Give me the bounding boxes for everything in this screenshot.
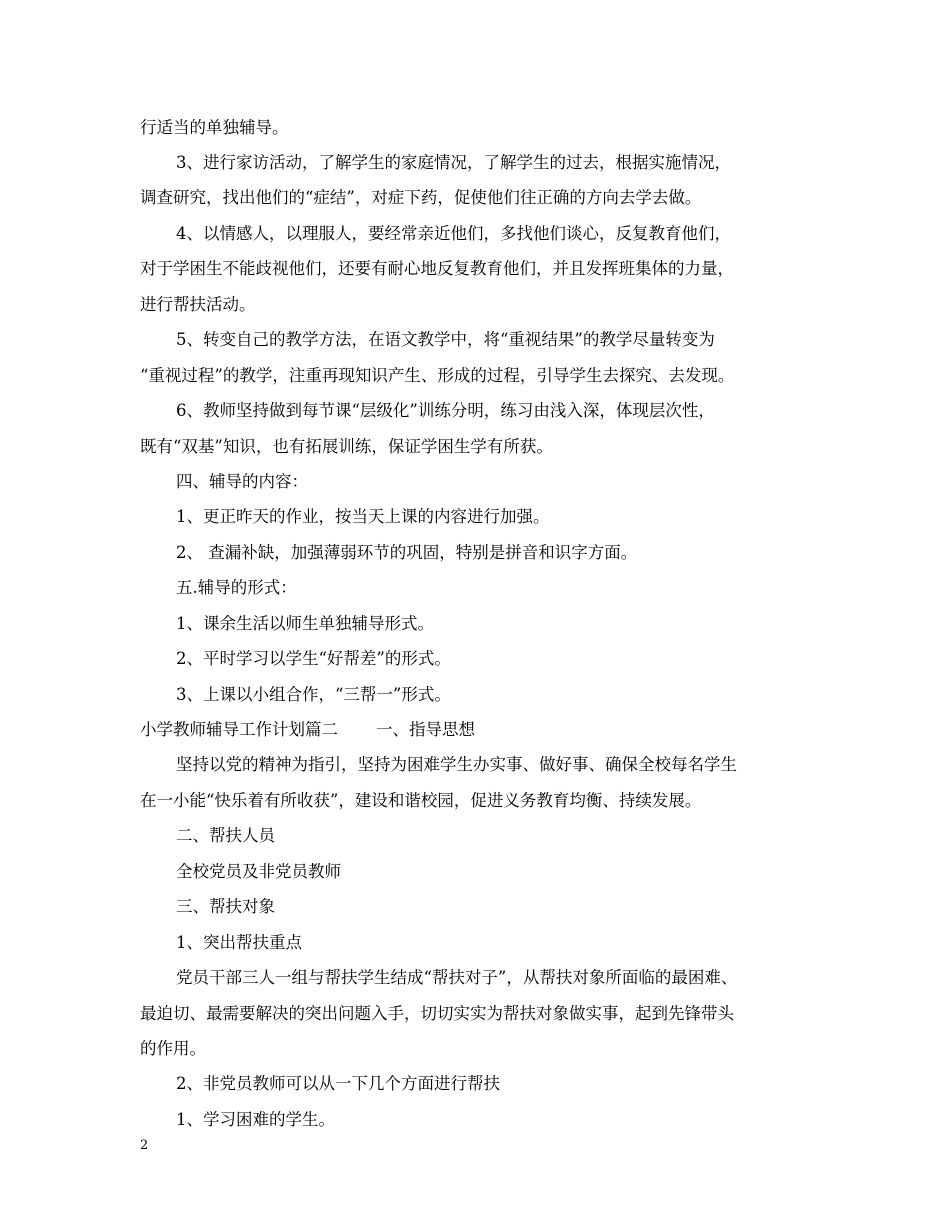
paragraph-line: 6、教师坚持做到每节课“层级化”训练分明，练习由浅入深，体现层次性， <box>176 401 715 420</box>
list-item: 3、上课以小组合作，“三帮一”形式。 <box>176 685 451 704</box>
paragraph-line: 5、转变自己的教学方法，在语文教学中，将“重视结果”的教学尽量转变为 <box>176 330 715 349</box>
list-item: 2、平时学习以学生“好帮差”的形式。 <box>176 649 451 668</box>
paragraph-line: 全校党员及非党员教师 <box>176 862 341 881</box>
paragraph-line: 最迫切、最需要解决的突出问题入手，切切实实为帮扶对象做实事，起到先锋带头 <box>140 1004 734 1023</box>
paragraph-line: 党员干部三人一组与帮扶学生结成“帮扶对子”，从帮扶对象所面临的最困难、 <box>176 968 738 987</box>
section-heading: 四、辅导的内容： <box>176 472 308 491</box>
list-item: 2、 查漏补缺，加强薄弱环节的巩固，特别是拼音和识字方面。 <box>176 543 638 562</box>
section-heading: 三、帮扶对象 <box>176 897 275 916</box>
list-item: 2、非党员教师可以从一下几个方面进行帮扶 <box>176 1074 500 1093</box>
plan-title: 小学教师辅导工作计划篇二 <box>140 720 338 739</box>
paragraph-line: “重视过程”的教学，注重再现知识产生、形成的过程，引导学生去探究、去发现。 <box>140 366 735 385</box>
paragraph-line: 的作用。 <box>140 1039 206 1058</box>
paragraph-line: 既有“双基”知识，也有拓展训练，保证学困生学有所获。 <box>140 437 553 456</box>
paragraph-line: 调查研究，找出他们的“症结”，对症下药，促使他们往正确的方向去学去做。 <box>140 188 702 207</box>
paragraph-line: 进行帮扶活动。 <box>140 295 256 314</box>
paragraph-line: 3、进行家访活动，了解学生的家庭情况，了解学生的过去，根据实施情况， <box>176 153 731 172</box>
list-item: 1、课余生活以师生单独辅导形式。 <box>176 614 434 633</box>
plan-subtitle: 一、指导思想 <box>376 720 475 739</box>
paragraph-line: 在一小能“快乐着有所收获”，建设和谐校园，促进义务教育均衡、持续发展。 <box>140 791 702 810</box>
page-number: 2 <box>140 1138 149 1153</box>
paragraph-line: 行适当的单独辅导。 <box>140 118 289 137</box>
list-item: 1、突出帮扶重点 <box>176 933 302 952</box>
paragraph-line: 4、以情感人，以理服人，要经常亲近他们，多找他们谈心，反复教育他们， <box>176 224 731 243</box>
plan-heading <box>140 720 820 740</box>
section-heading: 五.辅导的形式： <box>176 578 297 597</box>
list-item: 1、更正昨天的作业，按当天上课的内容进行加强。 <box>176 507 550 526</box>
paragraph-line: 对于学困生不能歧视他们，还要有耐心地反复教育他们，并且发挥班集体的力量， <box>140 259 734 278</box>
paragraph-line: 坚持以党的精神为指引，坚持为困难学生办实事、做好事、确保全校每名学生 <box>176 755 737 774</box>
section-heading: 二、帮扶人员 <box>176 826 275 845</box>
list-item: 1、学习困难的学生。 <box>176 1110 335 1129</box>
